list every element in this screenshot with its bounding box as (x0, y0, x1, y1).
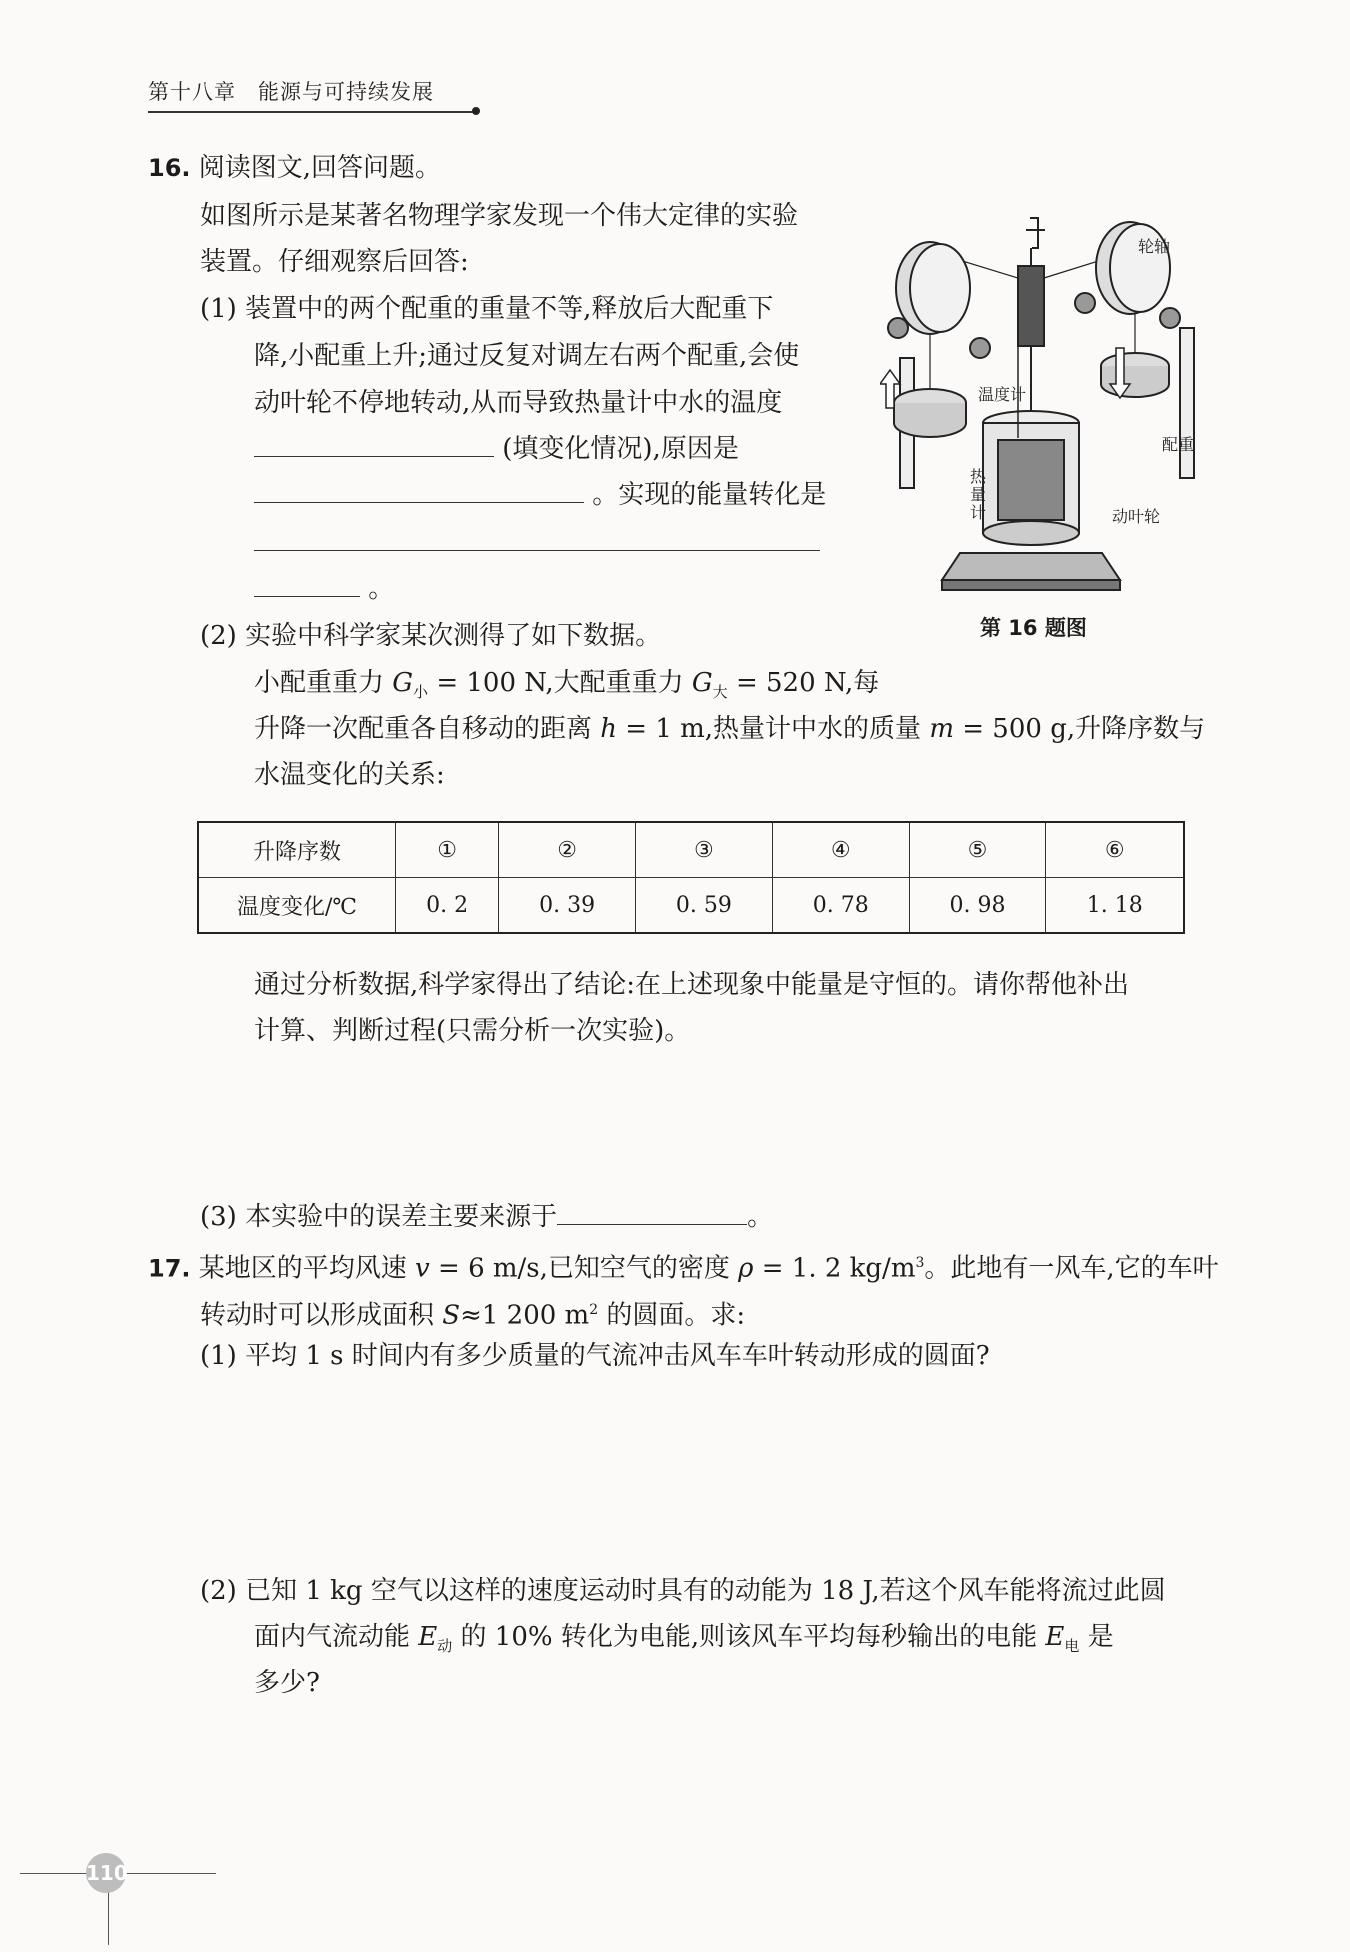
label-impeller: 动叶轮 (1112, 507, 1161, 526)
table-cell: 0. 59 (636, 878, 773, 934)
q17-text4: 。此地有一风车,它的车叶 (924, 1253, 1219, 1284)
symbol-G: G (691, 668, 713, 698)
text-mass: = 1 m,热量计中水的质量 (617, 714, 930, 744)
label-calorimeter: 热量计 (970, 467, 987, 522)
table-cell: 0. 2 (396, 878, 499, 934)
subscript-electric: 电 (1064, 1637, 1080, 1656)
q17-text2: = 6 m/s,已知空气的密度 (429, 1253, 739, 1284)
superscript-2: 2 (589, 1302, 599, 1318)
page-number: 110 (86, 1861, 128, 1885)
answer-blank-reason[interactable] (254, 472, 584, 503)
q17-part1-text: 平均 1 s 时间内有多少质量的气流冲击风车车叶转动形成的圆面? (245, 1341, 990, 1371)
answer-blank-energy-line2[interactable] (254, 566, 360, 597)
q16-intro-line2: 装置。仔细观察后回答: (200, 247, 469, 277)
q17-part2-text2: 面内气流动能 (254, 1622, 419, 1652)
label-weight: 配重 (1162, 435, 1195, 454)
q16-part1-line1 (200, 286, 773, 332)
q17-text6: ≈1 200 m (460, 1300, 590, 1331)
table-cell: ③ (636, 822, 773, 878)
subscript-big: 大 (712, 683, 728, 702)
symbol-m: m (929, 714, 954, 744)
figure-caption: 第 16 题图 (980, 616, 1087, 640)
q17-text5: 转动时可以形成面积 (200, 1300, 443, 1331)
q17-part2-line2 (254, 1614, 1114, 1669)
q16-part1-text1: 装置中的两个配重的重量不等,释放后大配重下 (245, 294, 774, 324)
q17-line2 (200, 1287, 745, 1339)
q16-part1-text4: (填变化情况),原因是 (502, 434, 739, 464)
q17-text1: 某地区的平均风速 (198, 1253, 416, 1284)
text-each: = 520 N,每 (727, 668, 880, 698)
superscript-3: 3 (915, 1255, 925, 1271)
table-header-cell: 升降序数 (198, 822, 396, 878)
q16-part3-end: 。 (747, 1202, 774, 1232)
q16-part1-line7 (254, 566, 394, 612)
label-axle: 轮轴 (1138, 237, 1171, 256)
q17-part2-text1: 已知 1 kg 空气以这样的速度运动时具有的动能为 18 J,若这个风车能将流过此圆 (245, 1576, 1166, 1606)
q16-number: 16. (148, 154, 191, 182)
text-small-weight: 小配重重力 (254, 668, 393, 698)
q17-line1 (148, 1240, 1219, 1292)
symbol-v: v (415, 1253, 430, 1284)
text-distance: 升降一次配重各自移动的距离 (254, 714, 601, 744)
subscript-kinetic: 动 (437, 1637, 453, 1656)
q17-part2-text3: 的 10% 转化为电能,则该风车平均每秒输出的电能 (452, 1622, 1046, 1652)
q17-part1-line (200, 1333, 990, 1379)
q16-title: 阅读图文,回答问题。 (198, 153, 442, 183)
table-cell: ⑤ (909, 822, 1046, 878)
chapter-header: 第十八章 能源与可持续发展 (148, 80, 434, 104)
q16-part1-line2: 降,小配重上升;通过反复对调左右两个配重,会使 (254, 341, 800, 371)
q16-part3-text: 本实验中的误差主要来源于 (245, 1202, 558, 1232)
table-cell: 0. 39 (499, 878, 636, 934)
q17-text7: 的圆面。求: (598, 1300, 746, 1331)
text-relation: = 500 g,升降序数与 (953, 714, 1206, 744)
table-cell: ② (499, 822, 636, 878)
table-cell: 1. 18 (1046, 878, 1184, 934)
q17-part1-label: (1) (200, 1341, 237, 1371)
table-row (198, 822, 1184, 878)
table-cell: ⑥ (1046, 822, 1184, 878)
answer-blank-energy-line1[interactable] (254, 550, 820, 551)
q16-part3-label: (3) (200, 1202, 237, 1232)
symbol-E: E (418, 1622, 438, 1652)
q16-intro-line1: 如图所示是某著名物理学家发现一个伟大定律的实验 (200, 201, 799, 231)
q16-part2-line3 (254, 706, 1205, 752)
table-row (198, 878, 1184, 934)
q16-part1-end: 。 (368, 574, 395, 604)
q16-part2-after2: 计算、判断过程(只需分析一次实验)。 (254, 1016, 691, 1046)
header-dot (472, 107, 480, 115)
q16-part2-after1: 通过分析数据,科学家得出了结论:在上述现象中能量是守恒的。请你帮他补出 (254, 970, 1130, 1000)
symbol-S: S (442, 1300, 461, 1331)
table-cell: ① (396, 822, 499, 878)
q17-part2-line1 (200, 1568, 1166, 1614)
table-cell: 0. 98 (909, 878, 1046, 934)
table-header-cell: 温度变化/℃ (198, 878, 396, 934)
header-rule (148, 111, 478, 113)
symbol-E: E (1045, 1622, 1065, 1652)
q16-part2-text1: 实验中科学家某次测得了如下数据。 (245, 621, 662, 651)
q17-number: 17. (148, 1254, 191, 1283)
symbol-G: G (392, 668, 414, 698)
q16-part1-line4 (254, 426, 739, 472)
q16-part1-text5: 。实现的能量转化是 (592, 480, 827, 510)
answer-blank-temp-change[interactable] (254, 426, 494, 457)
symbol-rho: ρ (738, 1253, 754, 1284)
label-thermometer: 温度计 (978, 385, 1027, 404)
q16-part1-line3: 动叶轮不停地转动,从而导致热量计中水的温度 (254, 388, 783, 418)
q16-part1-label: (1) (200, 294, 237, 324)
q16-part2-label: (2) (200, 621, 237, 651)
q17-part2-text4: 是 (1079, 1622, 1114, 1652)
q16-part3-line (200, 1194, 773, 1240)
answer-blank-error-source[interactable] (557, 1194, 747, 1225)
q16-part2-line4: 水温变化的关系: (254, 760, 445, 790)
text-big-weight: = 100 N,大配重重力 (428, 668, 692, 698)
subscript-small: 小 (413, 683, 429, 702)
q16-part1-line5 (254, 472, 826, 518)
q16-part2-line1 (200, 613, 661, 659)
table-cell: 0. 78 (772, 878, 909, 934)
joule-apparatus-figure (880, 208, 1220, 598)
q16-title-line (148, 145, 441, 191)
q17-part2-label: (2) (200, 1576, 237, 1606)
q17-text3: = 1. 2 kg/m (753, 1253, 916, 1284)
table-cell: ④ (772, 822, 909, 878)
data-table (197, 821, 1185, 934)
q17-part2-line3: 多少? (254, 1668, 320, 1698)
symbol-h: h (600, 714, 618, 744)
